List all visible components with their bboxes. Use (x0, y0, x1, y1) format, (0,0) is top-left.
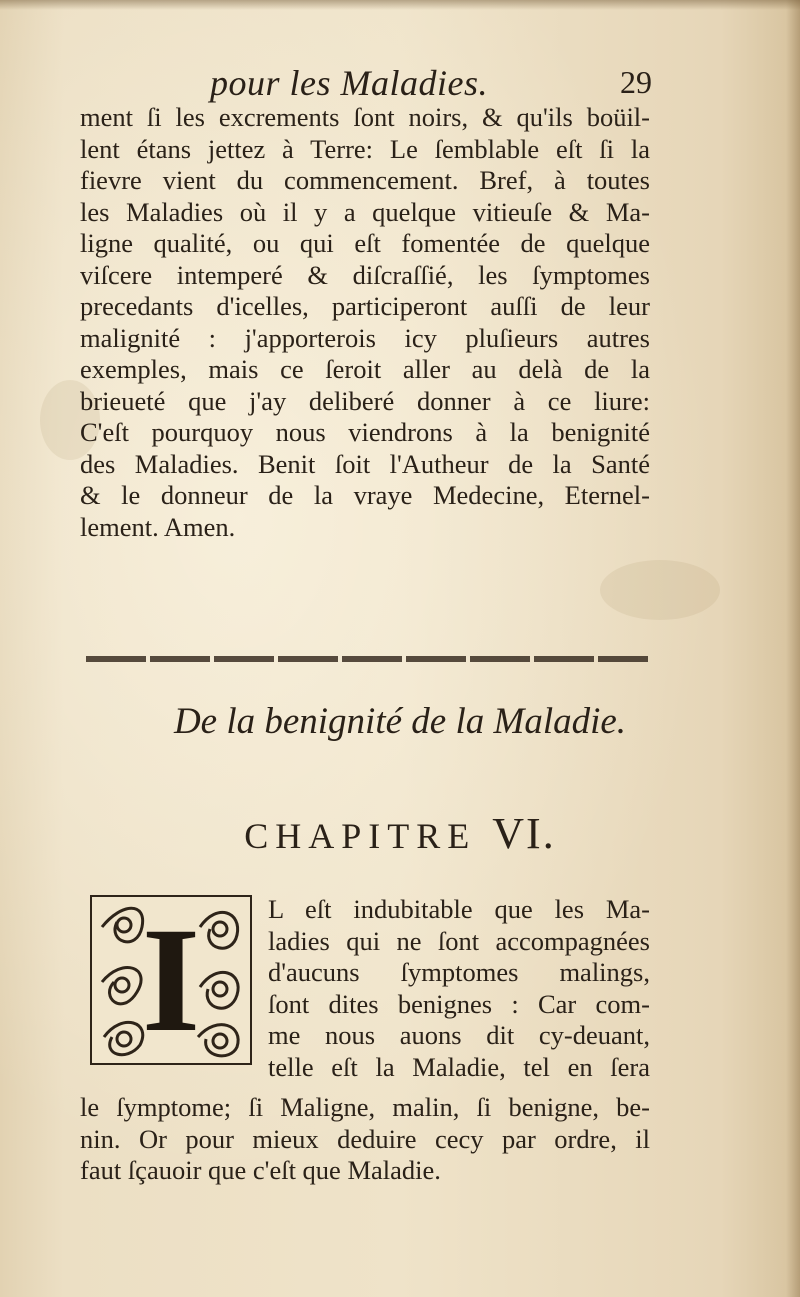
text-line: les Maladies où il y a quelque vitieuſe & Ma- (80, 196, 650, 227)
text-line: nin. Or pour mieux deduire cecy par ordre, il (80, 1123, 650, 1154)
text-line: brieueté que j'ay deliberé donner à ce liure: (80, 385, 650, 416)
text-line: telle eſt la Maladie, tel en ſera (268, 1051, 650, 1082)
text-line: C'eſt pourquoy nous viendrons à la benignité (80, 417, 650, 447)
text-line: ment ſi les excrements ſont noirs, & qu'ils boüil- (80, 102, 650, 132)
text-line: exemples, mais ce ſeroit aller au delà de la (80, 354, 650, 384)
text-line: ligne qualité, ou qui eſt fomentée de quelque (80, 228, 650, 258)
text-line: le ſymptome; ſi Maligne, malin, ſi benigne, be- (80, 1092, 650, 1122)
drop-cap-letter: I (141, 897, 201, 1063)
bottom-paragraph (80, 1092, 650, 1187)
chapter-word: CHAPITRE (244, 816, 477, 856)
text-line: me nous auons dit cy-deuant, (268, 1020, 650, 1050)
text-line: d'aucuns ſymptomes malings, (268, 957, 650, 987)
text-line: des Maladies. Benit ſoit l'Autheur de la Santé (80, 448, 650, 479)
text-line: malignité : j'apporterois icy pluſieurs autres (80, 322, 650, 353)
text-line: ſont dites benignes : Car com- (268, 988, 650, 1019)
chapter-heading (0, 808, 800, 859)
text-line: faut ſçauoir que c'eſt que Maladie. (80, 1155, 441, 1185)
text-line: fievre vient du commencement. Bref, à toutes (80, 165, 650, 195)
text-line: viſcere intemperé & diſcraſſié, les ſymptomes (80, 259, 650, 290)
text-line: ladies qui ne ſont accompagnées (268, 925, 650, 956)
running-title: pour les Maladies. (210, 63, 488, 103)
ornamental-rule (86, 656, 648, 662)
indented-paragraph (268, 894, 650, 1083)
page-number: 29 (620, 64, 652, 100)
top-paragraph (80, 102, 650, 543)
paper-stain (600, 560, 720, 620)
section-heading: De la benignité de la Maladie. (173, 701, 627, 742)
text-line: lement. Amen. (80, 511, 236, 542)
text-line: L eſt indubitable que les Ma- (268, 894, 650, 924)
text-line: & le donneur de la vraye Medecine, Eternel- (80, 480, 650, 510)
text-line: precedants d'icelles, participeront auſſi de leur (80, 291, 650, 321)
chapter-numeral: VI. (492, 809, 556, 858)
ornamental-drop-cap (90, 895, 252, 1065)
text-line: lent étans jettez à Terre: Le ſemblable eſt ſi la (80, 133, 650, 164)
